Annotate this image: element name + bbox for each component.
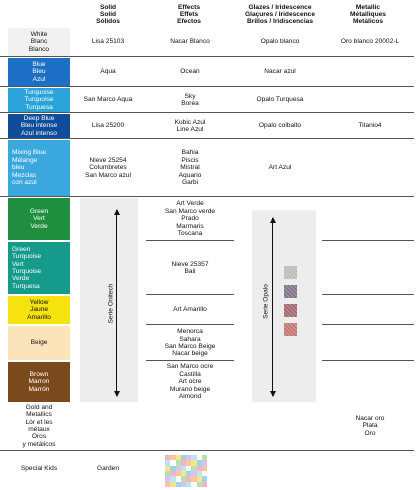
product-name: Nieve 25357 — [171, 260, 209, 268]
product-name: Bahia — [181, 149, 199, 157]
row-divider — [0, 112, 414, 113]
swatch-label: Bleu intense — [20, 122, 58, 130]
swatch-label: Bleu — [32, 68, 46, 76]
row-divider — [322, 294, 414, 295]
product-name: Almond — [178, 393, 202, 401]
product-name: San Marco azul — [85, 171, 131, 179]
effects-cell — [146, 58, 234, 86]
product-name: Bali — [184, 268, 196, 275]
row-divider — [0, 138, 414, 139]
product-name: Mistral — [180, 164, 200, 172]
row-divider — [0, 450, 414, 451]
swatch-label: con azul — [12, 179, 37, 187]
product-name: Ocean — [180, 68, 200, 76]
opalo-sample-tile — [284, 323, 297, 336]
swatch-label: Turquesa — [25, 103, 53, 111]
swatch-label: Beige — [30, 339, 48, 347]
row-divider — [0, 86, 414, 87]
metallic-cell — [326, 28, 414, 56]
swatch-label: Metallics — [26, 411, 52, 419]
glazes-cell — [234, 88, 326, 112]
swatch-label: Amarillo — [27, 313, 51, 321]
swatch-label: Turquoise — [24, 96, 54, 104]
product-name: Aqua — [100, 68, 116, 76]
row-divider — [0, 56, 414, 57]
solid-cell — [70, 28, 146, 56]
effects-cell — [146, 326, 234, 360]
swatch-label: y metálicos — [22, 440, 56, 448]
row-divider — [146, 240, 234, 241]
product-name: Art Verde — [176, 200, 204, 208]
swatch-label: Marron — [28, 378, 50, 386]
product-name: Murano beige — [169, 385, 211, 393]
swatch-label: Turquoise — [12, 253, 42, 261]
color-swatch — [8, 296, 70, 324]
product-name: Lisa 25103 — [91, 38, 125, 46]
row-divider — [146, 294, 234, 295]
swatch-label: Vert — [12, 260, 24, 268]
effects-cell — [146, 114, 234, 138]
opalo-sample-tile — [284, 304, 297, 317]
product-name: Nacar beige — [172, 350, 208, 358]
product-name: Art ocre — [178, 378, 202, 386]
row-divider — [322, 360, 414, 361]
effects-cell — [146, 242, 234, 294]
swatch-label: Jaune — [30, 306, 48, 314]
row-divider — [322, 324, 414, 325]
row-divider — [322, 240, 414, 241]
product-name: Titanio4 — [358, 122, 382, 130]
product-name: Nacar oro — [355, 414, 385, 422]
swatch-label: Turquoise — [12, 268, 42, 275]
row-divider — [146, 324, 234, 325]
metallic-cell — [326, 404, 414, 448]
product-name: San Marco verde — [164, 207, 216, 215]
solid-cell — [70, 58, 146, 86]
swatch-label: métaux — [28, 426, 50, 433]
effects-cell — [146, 198, 234, 240]
swatch-label: Mezclas — [12, 171, 37, 179]
product-name: Opalo Turquesa — [256, 96, 304, 104]
product-name: Garbi — [181, 179, 199, 187]
row-divider — [146, 360, 234, 361]
product-name: Aquario — [178, 171, 202, 179]
product-name: Plata — [362, 422, 378, 430]
glazes-cell — [234, 140, 326, 196]
swatch-label: Vert — [33, 215, 45, 223]
onitech-series-label: Serie Onitech — [108, 279, 115, 329]
swatch-label: Yellow — [29, 298, 49, 306]
swatch-label: Gold and — [25, 403, 53, 411]
product-name: Sky — [184, 92, 196, 100]
swatch-label: White — [30, 30, 48, 38]
swatch-label: Verde — [30, 222, 48, 230]
special-kids-mosaic — [165, 455, 207, 487]
color-swatch — [8, 28, 70, 56]
opalo-range-arrow — [272, 218, 273, 396]
header-solid: Solid Solid Sólidos — [96, 4, 120, 26]
product-name: Castilla — [179, 370, 201, 378]
swatch-label: Oros — [31, 433, 47, 441]
product-name: San Marco Aqua — [83, 96, 133, 104]
row-divider — [0, 196, 414, 197]
product-name: Garden — [97, 465, 119, 473]
product-name: Oro — [364, 429, 376, 437]
swatch-label: Special Kids — [20, 465, 58, 473]
swatch-label: Blanco — [28, 45, 50, 53]
product-name: Borea — [181, 100, 199, 107]
swatch-label: Turquesa — [12, 282, 40, 290]
header-glazes: Glazes / Iridescence Glaçures / Iridescence Brillos / Iridiscencias — [244, 4, 315, 26]
swatch-label: bleu — [12, 164, 25, 172]
effects-cell — [146, 28, 234, 56]
color-swatch — [8, 362, 70, 402]
glazes-cell — [234, 28, 326, 56]
product-name: San Marco Beige — [164, 343, 216, 350]
swatch-label: Green — [29, 207, 49, 215]
product-name: Nacar Blanco — [170, 38, 210, 46]
color-swatch — [8, 88, 70, 112]
swatch-label: Deep Blue — [23, 114, 55, 122]
solid-cell — [70, 452, 146, 486]
effects-cell — [146, 88, 234, 112]
product-name: Lisa 25200 — [91, 122, 125, 130]
product-name: Piscis — [181, 156, 199, 164]
product-name: Toscana — [177, 230, 203, 238]
swatch-label: Mélange — [12, 156, 38, 164]
swatch-label: Mixing Blue — [12, 149, 47, 157]
opalo-series-label: Serie Opalo — [263, 279, 270, 325]
effects-cell — [146, 362, 234, 402]
product-name: Prado — [181, 215, 199, 223]
color-swatch — [8, 452, 70, 486]
color-swatch — [8, 198, 70, 240]
mosaic-tile — [202, 482, 207, 487]
color-swatch — [8, 404, 70, 448]
header-metallic: Metallic Métalliques Metálicos — [350, 4, 386, 26]
product-name: San Marco ocre — [166, 363, 214, 371]
swatch-label: Blue — [32, 60, 46, 68]
product-name: Art Amarillo — [173, 306, 207, 314]
product-name: Art Azul — [268, 164, 292, 172]
product-name: Columbretes — [89, 164, 127, 172]
product-name: Opalo blanco — [260, 38, 300, 46]
product-name: Marmaris — [176, 222, 204, 230]
glazes-cell — [234, 58, 326, 86]
product-name: Opalo colbalto — [258, 122, 302, 130]
swatch-label: Green — [12, 245, 31, 253]
swatch-label: Azul intenso — [21, 129, 57, 137]
swatch-label: Marrón — [28, 385, 50, 393]
metallic-cell — [326, 114, 414, 138]
product-name: Menorca — [177, 328, 203, 336]
color-swatch — [8, 326, 70, 360]
header-effects: Effects Effets Efectos — [177, 4, 201, 26]
swatch-label: Brown — [29, 370, 49, 378]
onitech-range-arrow — [116, 210, 117, 396]
product-name: Line Azul — [176, 126, 204, 133]
color-swatch — [8, 140, 70, 196]
swatch-label: Verde — [12, 275, 30, 283]
solid-cell — [70, 140, 146, 196]
swatch-label: Blanc — [30, 38, 48, 46]
color-swatch — [8, 58, 70, 86]
effects-cell — [146, 140, 234, 196]
opalo-sample-tile — [284, 266, 297, 279]
swatch-label: Azul — [32, 75, 46, 83]
product-name: Nieve 25254 — [89, 156, 127, 164]
effects-cell — [146, 296, 234, 324]
opalo-sample-tile — [284, 285, 297, 298]
product-name: Nacar azul — [264, 68, 296, 76]
solid-cell — [70, 114, 146, 138]
product-name: Sahara — [179, 335, 201, 343]
swatch-label: Turquoise — [24, 88, 54, 96]
swatch-label: Lór et les — [25, 418, 53, 426]
product-name: Kubic Azul — [174, 118, 206, 126]
product-name: Oro blanco 20002-L — [340, 38, 400, 46]
solid-cell — [70, 88, 146, 112]
glazes-cell — [234, 114, 326, 138]
color-swatch — [8, 242, 70, 294]
color-swatch — [8, 114, 70, 138]
